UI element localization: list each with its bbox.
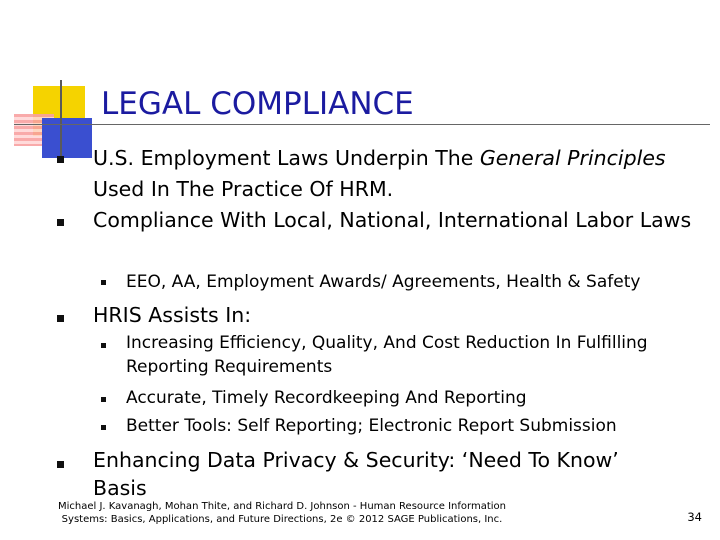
bullet-square-icon (57, 315, 64, 322)
bullet-square-icon (57, 461, 64, 468)
bullet-text-part: U.S. Employment Laws Underpin The (93, 146, 480, 170)
bullet-text-part: Used In The Practice Of HRM. (93, 177, 394, 201)
bullet-square-icon (101, 280, 106, 285)
bullet-square-icon (57, 219, 64, 226)
sub-bullet-text: Increasing Efficiency, Quality, And Cost Reduction In Fulfilling Reporting Requirements (126, 333, 648, 377)
sub-bullet-text: Accurate, Timely Recordkeeping And Reporting (126, 388, 527, 408)
bullet-text: Compliance With Local, National, International Labor Laws (93, 208, 692, 232)
bullet-square-icon (101, 343, 106, 348)
bullet-text-emphasis: General Principles (479, 146, 666, 170)
citation-footer: Michael J. Kavanagh, Mohan Thite, and Richard D. Johnson - Human Resource Information Systems: Basics, Applications, and Future Directions, 2e © 2012 SAGE Publications, Inc. (58, 501, 506, 525)
slide-title: LEGAL COMPLIANCE (101, 86, 414, 122)
page-number: 34 (687, 510, 702, 524)
sub-bullet-text: Better Tools: Self Reporting; Electronic Report Submission (126, 416, 617, 436)
bullet-text: HRIS Assists In: (93, 303, 252, 327)
decorative-vertical-line (60, 80, 62, 162)
sub-bullet-text: EEO, AA, Employment Awards/ Agreements, Health & Safety (126, 272, 641, 292)
title-divider-line (14, 124, 710, 125)
bullet-text (93, 143, 693, 205)
bullet-square-icon (101, 397, 106, 402)
bullet-square-icon (57, 156, 64, 163)
bullet-square-icon (101, 425, 106, 430)
bullet-text: Enhancing Data Privacy & Security: ‘Need To Know’ Basis (93, 448, 619, 500)
